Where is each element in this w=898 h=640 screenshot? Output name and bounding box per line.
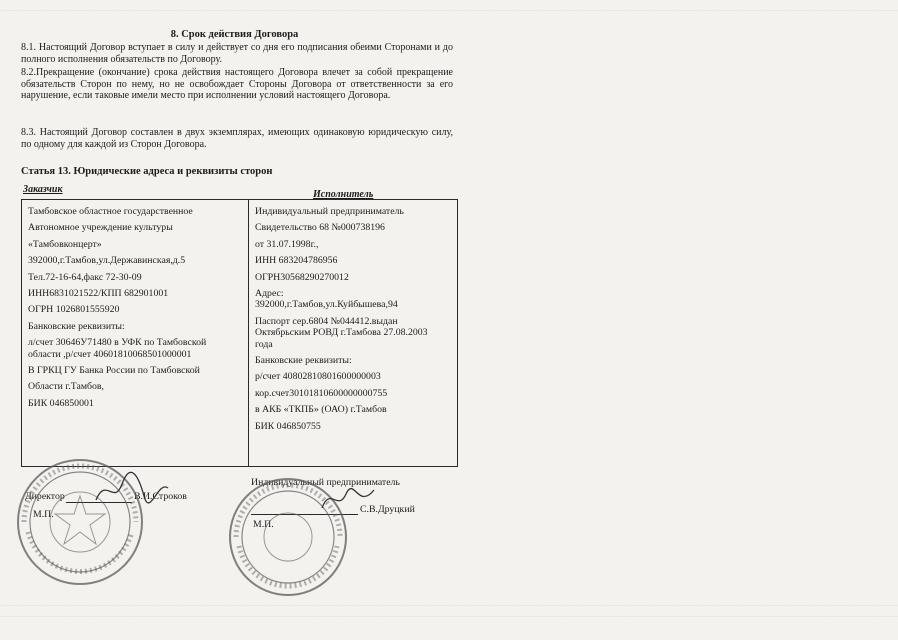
bleed-through-text: ⸻⸻⸻⸻⸻⸻⸻⸻⸻⸻⸻⸻⸻⸻⸻⸻⸻⸻⸻⸻⸻⸻⸻⸻⸻⸻⸻⸻⸻⸻⸻⸻⸻⸻⸻⸻⸻⸻⸻⸻ [0,5,898,15]
customer-line: БИК 046850001 [28,397,94,409]
customer-line: Банковские реквизиты: [28,320,125,332]
contractor-line: года [255,338,273,350]
customer-signature-line [66,502,132,503]
customer-line: 392000,г.Тамбов,ул.Державинская,д.5 [28,255,186,267]
column-divider [248,200,249,466]
contractor-line: ОГРН30568290270012 [255,271,349,283]
customer-line: ИНН6831021522/КПП 682901001 [28,288,169,300]
customer-line: Тамбовское областное государственное [28,206,193,217]
contractor-line: Адрес: [255,288,284,300]
contractor-round-seal [223,472,353,602]
customer-line: л/счет 30646У71480 в УФК по Тамбовской [28,337,207,349]
clause-8-2: 8.2.Прекращение (окончание) срока действия настоящего Договора влечет за собой прекращение обязательств Сторон по нему, но не освобождает Стороны Договора от ответственности за его нарушение, если таковые имели место при исполнении условий настоящего Договора. [21,67,453,101]
customer-signature-title: Директор [25,491,65,502]
contractor-line: Банковские реквизиты: [255,355,352,367]
contractor-line: Свидетельство 68 №000738196 [255,222,385,234]
customer-line: Тел.72-16-64,факс 72-30-09 [28,271,142,283]
contractor-line: от 31.07.1998г., [255,238,319,250]
bleed-through-footer: ⸻⸻⸻⸻⸻⸻⸻⸻⸻⸻⸻⸻⸻⸻⸻⸻⸻⸻⸻⸻⸻⸻⸻⸻⸻⸻⸻⸻⸻⸻⸻⸻⸻⸻⸻⸻⸻⸻⸻⸻ ⸻⸻⸻⸻⸻⸻⸻⸻⸻⸻⸻⸻⸻⸻⸻⸻⸻⸻⸻⸻⸻⸻⸻⸻⸻⸻⸻⸻⸻⸻⸻⸻⸻⸻⸻⸻⸻⸻⸻⸻ [0,600,898,621]
contractor-signature-name: С.В.Друцкий [360,504,415,515]
clause-8-3: 8.3. Настоящий Договор составлен в двух экземплярах, имеющих одинаковую юридическую силу, по одному для каждой из Сторон Договора. [21,127,453,150]
customer-line: Области г.Тамбов, [28,381,104,393]
contractor-line: ИНН 683204786956 [255,255,338,267]
contractor-stamp-place: М.П. [253,519,274,530]
section-8-heading: 8. Срок действия Договора [170,29,299,40]
contractor-requisites [255,206,455,432]
customer-line: В ГРКЦ ГУ Банка России по Тамбовской [28,365,200,377]
customer-stamp-place: М.П. [33,509,54,520]
contractor-signature-line [251,514,358,515]
requisites-table [21,199,458,467]
customer-requisites [28,206,243,409]
customer-line: «Тамбовконцерт» [28,238,102,250]
contractor-line: кор.счет30101810600000000755 [255,387,388,399]
contractor-line: в АКБ «ТКПБ» (ОАО) г.Тамбов [255,404,387,416]
contractor-line: р/счет 40802810801600000003 [255,371,381,383]
contractor-signature-title: Индивидуальный предприниматель [251,477,400,488]
customer-label: Заказчик [23,184,63,195]
customer-handwritten-signature [92,470,172,510]
contractor-line: Индивидуальный предприниматель [255,206,404,217]
customer-line: области ,р/счет 40601810068501000001 [28,348,192,360]
contractor-line: Паспорт сер.6804 №044412.выдан [255,315,398,327]
contractor-label: Исполнитель [313,189,374,200]
customer-line: ОГРН 1026801555920 [28,304,120,316]
customer-round-seal [10,452,150,592]
contractor-line: 392000,г.Тамбов,ул.Куйбышева,94 [255,299,398,311]
contractor-line: Октябрьским РОВД г.Тамбова 27.08.2003 [255,327,428,339]
contractor-line: БИК 046850755 [255,420,321,432]
customer-signature-name: В.И.Строков [134,491,187,502]
customer-line: Автономное учреждение культуры [28,222,173,234]
section-13-heading: Статья 13. Юридические адреса и реквизиты сторон [21,166,273,177]
clause-8-1: 8.1. Настоящий Договор вступает в силу и действует со дня его подписания обеими Сторонами и до полного исполнения обязательств по Договору. [21,42,453,65]
